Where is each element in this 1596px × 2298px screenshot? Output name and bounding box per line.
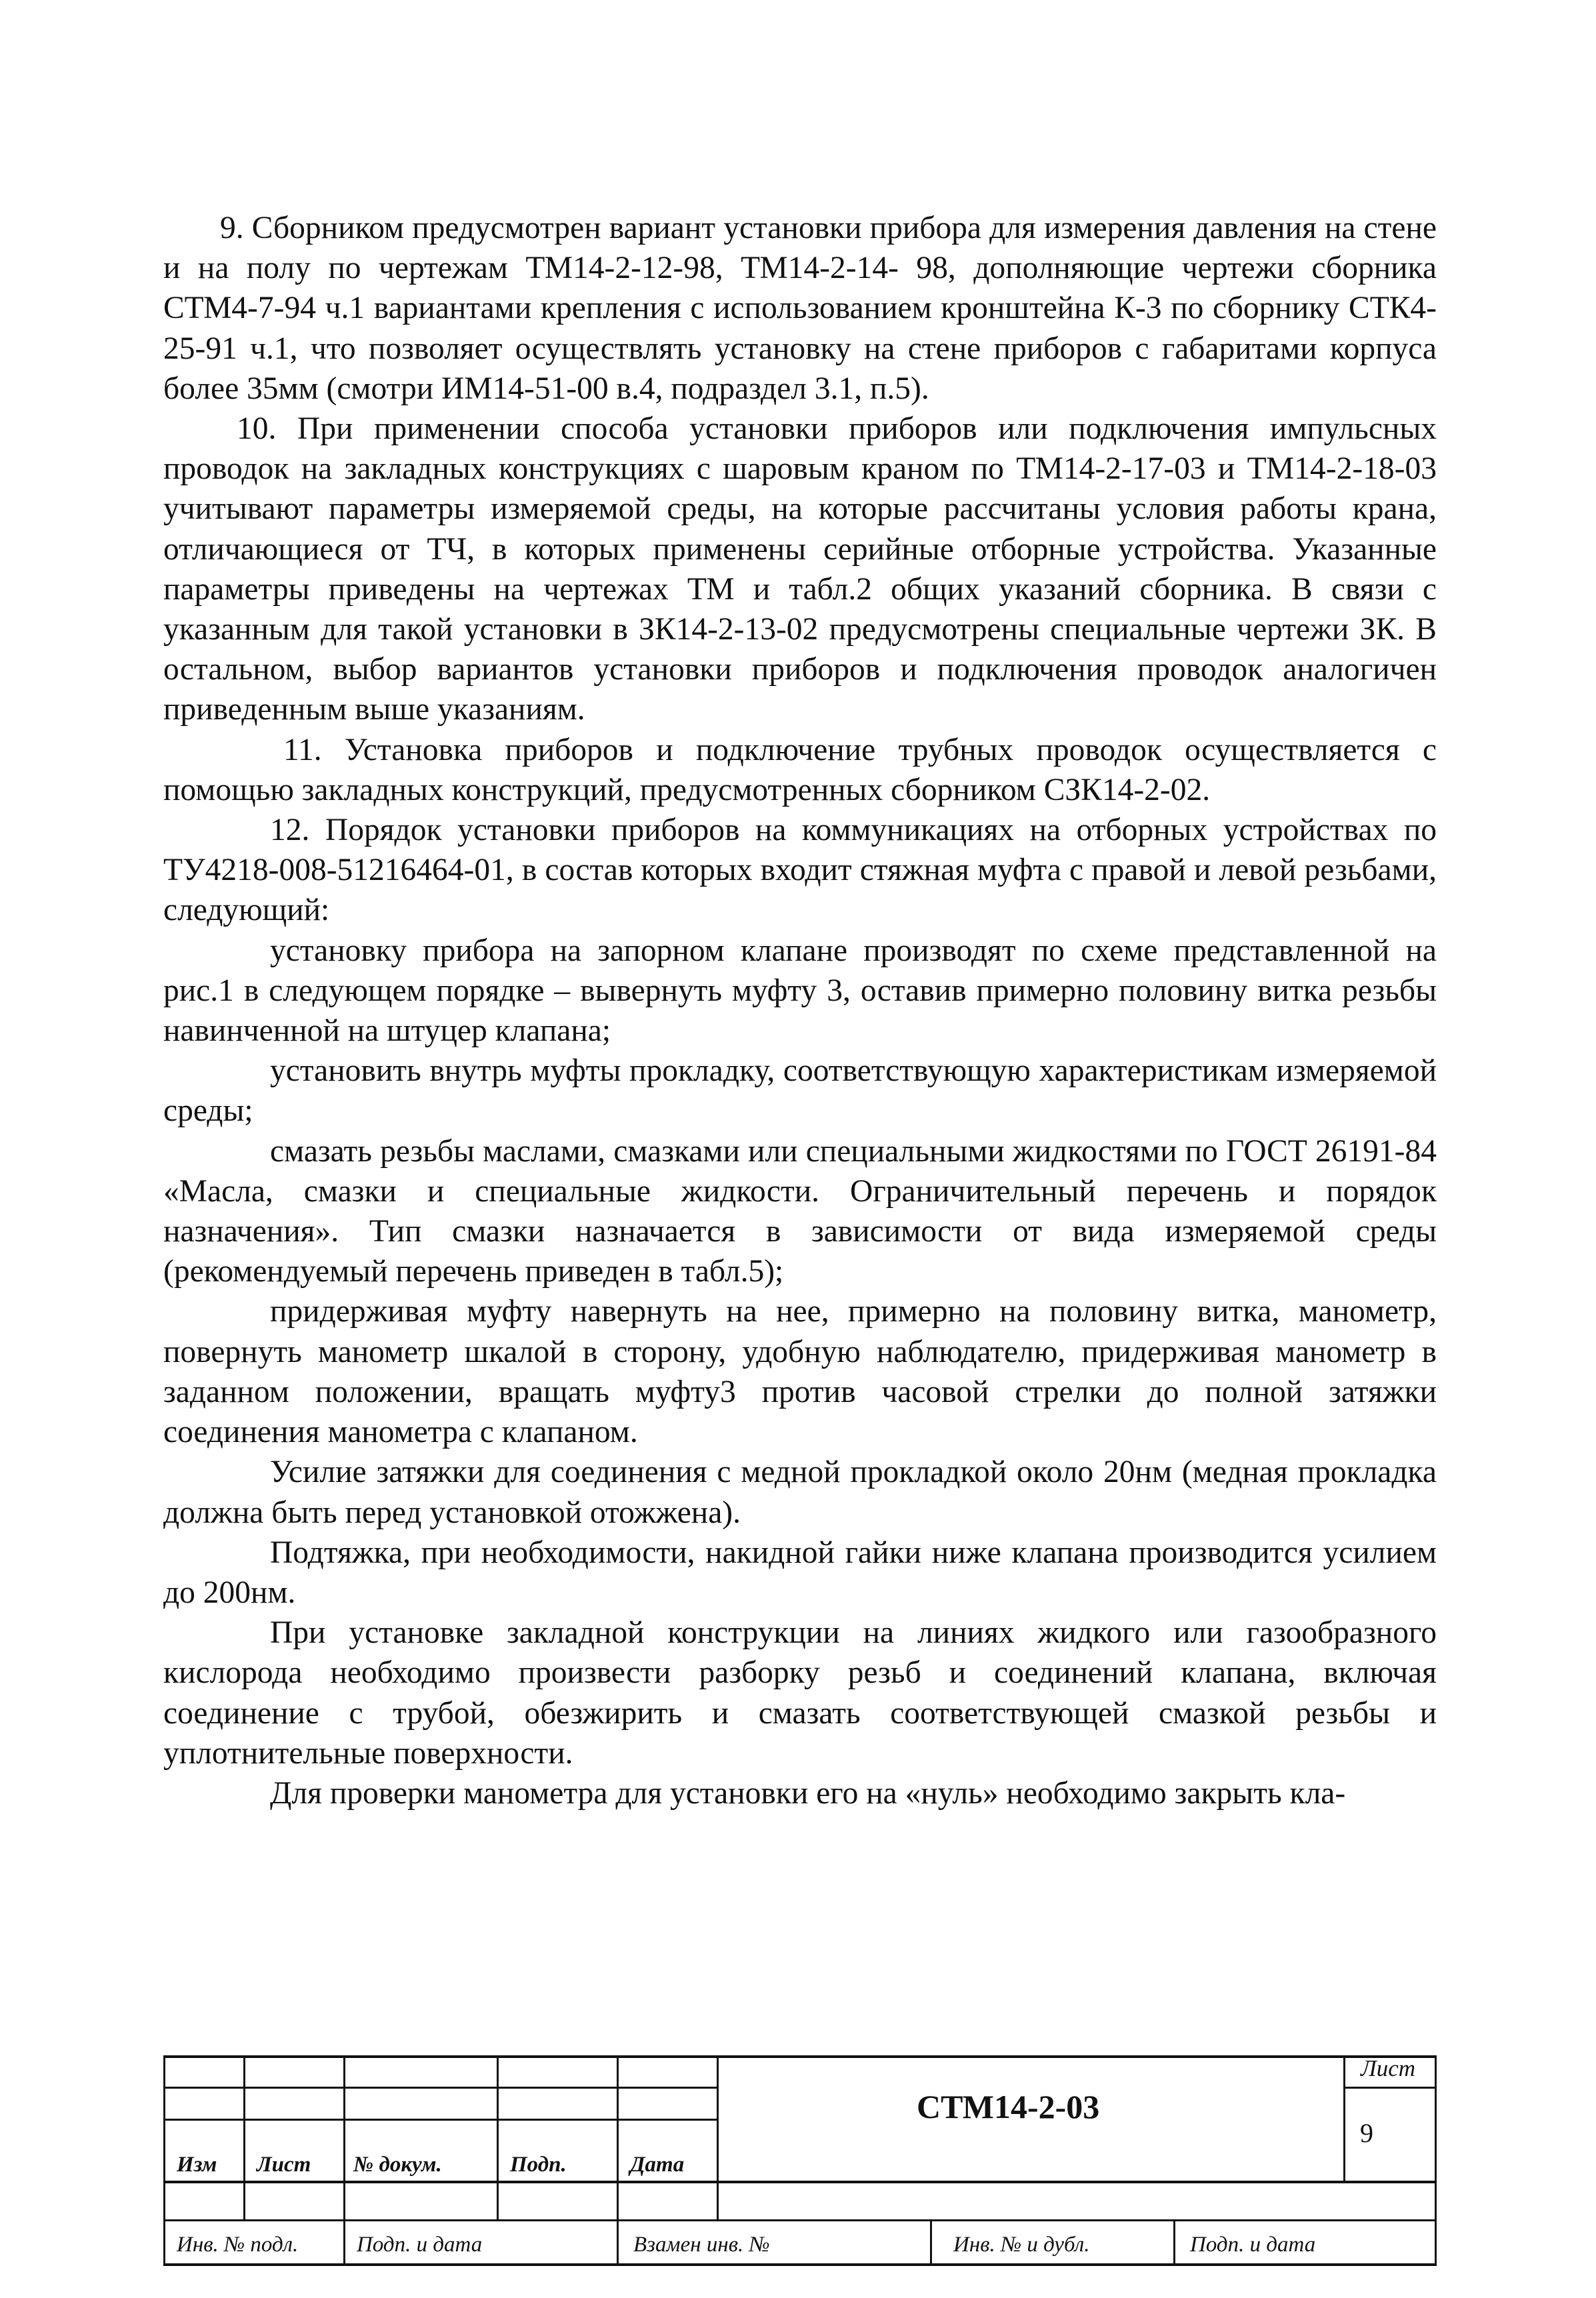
sheet-number: 9 <box>1360 2118 1373 2148</box>
stamp-line <box>343 2219 345 2266</box>
stamp-line <box>163 2055 1437 2058</box>
stamp-line <box>163 2087 718 2089</box>
paragraph-step-lubricate: смазать резьбы маслами, смазками или специальными жидкостями по ГОСТ 26191-84 «Масла, смазки и специальные жидкости. Ограничительный перечень и порядок назначения». Тип смазки назначается в зависимости от вида измеряемой среды (рекомендуемый перечень приведен в табл.5); <box>163 1133 1437 1289</box>
stamp-line <box>617 2055 619 2219</box>
stamp-col-sign: Подп. <box>510 2153 567 2177</box>
stamp-line <box>930 2219 932 2266</box>
paragraph-9: 9. Сборником предусмотрен вариант установки прибора для измерения давления на стене и на полу по чертежам ТМ14-2-12-98, ТМ14-2-14- 98, дополняющие чертежи сборника СТМ4-7-94 ч.1 вариантами крепления с использованием кронштейна К-3 по сборнику СТК4-25-91 ч.1, что позволяет осуществлять установку на стене приборов с габаритами корпуса более 35мм (смотри ИМ14-51-00 в.4, подраздел 3.1, п.5). <box>163 211 1437 406</box>
stamp-line <box>343 2055 345 2219</box>
stamp-col-doc: № докум. <box>353 2153 442 2177</box>
stamp-line <box>163 2119 718 2121</box>
paragraph-10: 10. При применении способа установки приборов или подключения импульсных проводок на закладных конструкциях с шаровым краном по ТМ14-2-17-03 и ТМ14-2-18-03 учитывают параметры измеряемой среды, на которые рассчитаны условия работы крана, отличающиеся от ТЧ, в которых применены серийные отборные устройства. Указанные параметры приведены на чертежах ТМ и табл.2 общих указаний сборника. В связи с указанным для такой установки в ЗК14-2-13-02 предусмотрены специальные чертежи ЗК. В остальном, выбор вариантов установки приборов и подключения проводок аналогичен приведенным выше указаниям. <box>163 411 1437 727</box>
paragraph-torque: Усилие затяжки для соединения с медной прокладкой около 20нм (медная прокладка должна быть перед установкой отожжена). <box>163 1455 1437 1530</box>
stamp-line <box>163 2055 165 2266</box>
paragraph-12: 12. Порядок установки приборов на коммуникациях на отборных устройствах по ТУ4218-008-51216464-01, в состав которых входит стяжная муфта с правой и левой резьбами, следующий: <box>163 813 1437 928</box>
stamp-col-izm: Изм <box>177 2153 217 2177</box>
stamp-line <box>497 2055 499 2219</box>
paragraph-11: 11. Установка приборов и подключение трубных проводок осуществляется с помощью закладных конструкций, предусмотренных сборником СЗК14-2-02. <box>163 732 1437 807</box>
paragraph-step-install: установку прибора на запорном клапане производят по схеме представленной на рис.1 в следующем порядке – вывернуть муфту 3, оставив примерно половину витка резьбы навинченной на штуцер клапана; <box>163 933 1437 1049</box>
title-block <box>163 2055 1437 2267</box>
paragraph-oxygen: При установке закладной конструкции на линиях жидкого или газообразного кислорода необходимо произвести разборку резьб и соединений клапана, включая соединение с трубой, обезжирить и смазать соответствующей смазкой резьбы и уплотнительные поверхности. <box>163 1615 1437 1771</box>
stamp-sign-date-2: Подп. и дата <box>1190 2233 1316 2257</box>
paragraph-step-gasket: установить внутрь муфты прокладку, соответствующую характеристикам измеряемой среды; <box>163 1053 1437 1129</box>
stamp-line <box>243 2055 245 2219</box>
paragraph-tighten-nut: Подтяжка, при необходимости, накидной гайки ниже клапана производится усилием до 200нм. <box>163 1535 1437 1610</box>
stamp-col-list: Лист <box>257 2153 311 2177</box>
stamp-sign-date-1: Подп. и дата <box>357 2233 483 2257</box>
paragraph-zero-check: Для проверки манометра для установки его на «нуль» необходимо закрыть кла- <box>270 1775 1346 1811</box>
paragraph-step-screw: придерживая муфту навернуть на нее, примерно на половину витка, манометр, повернуть манометр шкалой в сторону, удобную наблюдателю, придерживая манометр в заданном положении, вращать муфту3 против часовой стрелки до полной затяжки соединения манометра с клапаном. <box>163 1294 1437 1450</box>
stamp-line <box>163 2263 1437 2266</box>
stamp-line <box>1343 2055 1345 2181</box>
document-code: СТМ14-2-03 <box>917 2088 1100 2125</box>
stamp-line <box>1343 2087 1437 2089</box>
stamp-line <box>1173 2219 1175 2266</box>
stamp-inv-orig: Инв. № подл. <box>177 2233 299 2257</box>
document-body <box>163 208 1437 1813</box>
stamp-line <box>717 2055 719 2219</box>
stamp-line <box>163 2219 1437 2221</box>
stamp-line <box>617 2219 619 2266</box>
stamp-inv-dup: Инв. № и дубл. <box>953 2233 1090 2257</box>
stamp-col-date: Дата <box>630 2153 685 2177</box>
stamp-line <box>163 2181 1437 2183</box>
stamp-line <box>1435 2055 1437 2266</box>
stamp-replace-inv: Взамен инв. № <box>633 2233 770 2257</box>
sheet-label: Лист <box>1361 2055 1416 2081</box>
